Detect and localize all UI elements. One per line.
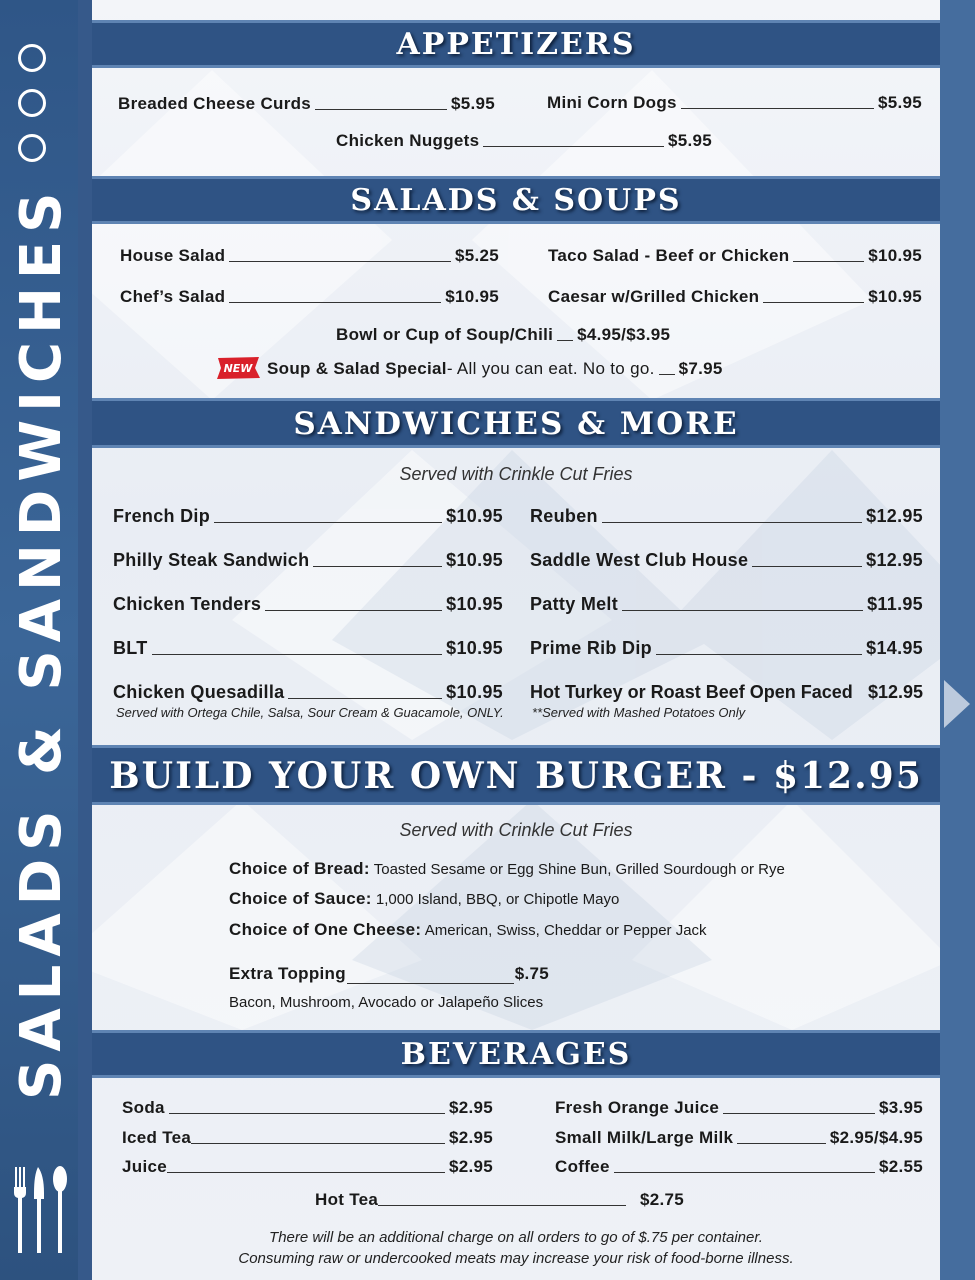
menu-item (113, 506, 503, 527)
item-name: Fresh Orange Juice (555, 1098, 720, 1117)
item-name: Juice (122, 1157, 167, 1176)
menu-item (120, 246, 499, 266)
menu-item (530, 550, 923, 571)
item-price: $5.25 (454, 246, 499, 265)
item-name: Reuben (530, 506, 598, 526)
menu-item (118, 94, 495, 114)
leader-line (229, 301, 441, 303)
item-price: $2.95 (448, 1098, 493, 1117)
item-price: $10.95 (446, 506, 503, 526)
item-name: Small Milk/Large Milk (555, 1128, 734, 1147)
menu-item (113, 594, 503, 615)
circle-icon (18, 44, 46, 72)
menu-item (122, 1128, 493, 1148)
item-name: Mini Corn Dogs (547, 93, 677, 112)
menu-item (530, 638, 923, 659)
bread-option (229, 859, 785, 879)
item-name: Prime Rib Dip (530, 638, 652, 658)
topping-list: Bacon, Mushroom, Avocado or Jalapeño Slices (229, 994, 544, 1011)
decor-circles (18, 44, 54, 179)
item-price: $12.95 (867, 682, 923, 702)
leader-line (656, 653, 862, 655)
leader-line (315, 108, 447, 110)
menu-item (548, 246, 922, 266)
item-description: - All you can eat. No to go. (446, 359, 655, 378)
leader-line (265, 609, 442, 611)
item-price: $10.95 (868, 246, 922, 265)
side-title: SALADS & SANDWICHES (9, 184, 74, 1100)
menu-item (547, 93, 922, 113)
item-name: BLT (113, 638, 148, 658)
menu-item (229, 964, 549, 984)
item-name: Soup & Salad Special (267, 359, 447, 378)
item-price: $11.95 (867, 594, 923, 614)
item-price: $5.95 (450, 94, 495, 113)
leader-line (229, 260, 451, 262)
special-item (267, 359, 769, 379)
item-price: $7.95 (678, 359, 723, 378)
leader-line (169, 1112, 445, 1114)
item-name: Hot Tea (315, 1190, 379, 1209)
item-price: $5.95 (667, 131, 712, 150)
item-price: $10.95 (446, 638, 503, 658)
item-price: $2.95 (448, 1157, 493, 1176)
item-name: Taco Salad - Beef or Chicken (548, 246, 790, 265)
circle-icon (18, 89, 46, 117)
leader-line (378, 1204, 626, 1206)
item-note: **Served with Mashed Potatoes Only (532, 705, 746, 720)
new-badge-text: NEW (223, 362, 253, 375)
leader-line (659, 373, 675, 375)
item-name: House Salad (120, 246, 226, 265)
menu-item (336, 131, 712, 151)
leader-line (681, 107, 874, 109)
item-price: $10.95 (868, 287, 922, 306)
footer-line: Consuming raw or undercooked meats may increase your risk of food-borne illness. (238, 1250, 794, 1267)
footer-line: There will be an additional charge on all orders to go of $.75 per container. (269, 1229, 763, 1246)
leader-line (152, 653, 443, 655)
leader-line (857, 698, 864, 699)
item-price: $3.95 (878, 1098, 923, 1117)
section-header-appetizers: APPETIZERS (92, 20, 940, 68)
option-label: Choice of One Cheese: (229, 920, 422, 939)
utensils-icon (8, 1165, 72, 1255)
leader-line (752, 565, 862, 567)
menu-item (122, 1098, 493, 1118)
item-price: $12.95 (866, 506, 923, 526)
item-price: $5.95 (877, 93, 922, 112)
item-name: Bowl or Cup of Soup/Chili (336, 325, 554, 344)
option-label: Choice of Sauce: (229, 889, 372, 908)
arrow-decor-icon (944, 680, 970, 728)
leader-line (288, 697, 442, 699)
menu-item (113, 682, 503, 703)
leader-line (347, 982, 514, 984)
sauce-option (229, 889, 619, 909)
item-name: Hot Turkey or Roast Beef Open Faced (530, 682, 853, 702)
item-name: Extra Topping (229, 964, 346, 983)
leader-line (313, 565, 442, 567)
item-name: Saddle West Club House (530, 550, 749, 570)
item-name: French Dip (113, 506, 211, 526)
item-price: $2.95 (448, 1128, 493, 1147)
item-price: $4.95/$3.95 (577, 325, 671, 344)
item-price: $12.95 (866, 550, 923, 570)
menu-item (336, 325, 716, 345)
menu-item (530, 506, 923, 527)
leader-line (614, 1171, 875, 1173)
menu-item (530, 594, 923, 615)
option-value: American, Swiss, Cheddar or Pepper Jack (424, 922, 707, 939)
item-name: Coffee (555, 1157, 610, 1176)
item-name: Soda (122, 1098, 165, 1117)
item-name: Iced Tea (122, 1128, 192, 1147)
section-header-beverages: BEVERAGES (92, 1030, 940, 1078)
leader-line (737, 1142, 826, 1144)
menu-item (113, 638, 503, 659)
item-price: $.75 (514, 964, 549, 983)
item-price: $14.95 (866, 638, 923, 658)
item-price: $10.95 (445, 287, 499, 306)
option-value: Toasted Sesame or Egg Shine Bun, Grilled Sourdough or Rye (373, 861, 785, 878)
item-name: Patty Melt (530, 594, 619, 614)
circle-icon (18, 134, 46, 162)
item-name: Caesar w/Grilled Chicken (548, 287, 760, 306)
leader-line (214, 521, 442, 523)
item-name: Chicken Tenders (113, 594, 262, 614)
item-price: $2.75 (639, 1190, 684, 1209)
section-header-salads: SALADS & SOUPS (92, 176, 940, 224)
leader-line (723, 1112, 875, 1114)
section-subtitle: Served with Crinkle Cut Fries (399, 464, 633, 484)
item-price: $2.95/$4.95 (829, 1128, 923, 1147)
menu-item (530, 682, 923, 703)
section-header-burger: BUILD YOUR OWN BURGER - $12.95 (92, 745, 940, 805)
item-note: Served with Ortega Chile, Salsa, Sour Cream & Guacamole, ONLY. (116, 705, 504, 720)
menu-item (555, 1157, 923, 1177)
menu-item (120, 287, 499, 307)
item-name: Chicken Quesadilla (113, 682, 285, 702)
menu-item (315, 1190, 684, 1210)
leader-line (191, 1142, 445, 1144)
item-price: $2.55 (878, 1157, 923, 1176)
option-value: 1,000 Island, BBQ, or Chipotle Mayo (375, 891, 620, 908)
leader-line (483, 145, 664, 147)
item-name: Chef’s Salad (120, 287, 226, 306)
item-price: $10.95 (446, 550, 503, 570)
menu-item (548, 287, 922, 307)
leader-line (763, 301, 864, 303)
section-header-sandwiches: SANDWICHES & MORE (92, 398, 940, 448)
cheese-option (229, 920, 707, 940)
menu-item (113, 550, 503, 571)
item-price: $10.95 (446, 594, 503, 614)
item-price: $10.95 (446, 682, 503, 702)
new-badge (215, 356, 261, 380)
leader-line (167, 1171, 445, 1173)
option-label: Choice of Bread: (229, 859, 370, 878)
section-subtitle: Served with Crinkle Cut Fries (399, 820, 633, 840)
item-name: Chicken Nuggets (336, 131, 480, 150)
leader-line (557, 339, 573, 341)
leader-line (622, 609, 863, 611)
leader-line (793, 260, 864, 262)
item-name: Breaded Cheese Curds (118, 94, 312, 113)
menu-item (555, 1098, 923, 1118)
item-name: Philly Steak Sandwich (113, 550, 310, 570)
menu-item (555, 1128, 923, 1148)
leader-line (602, 521, 862, 523)
menu-item (122, 1157, 493, 1177)
